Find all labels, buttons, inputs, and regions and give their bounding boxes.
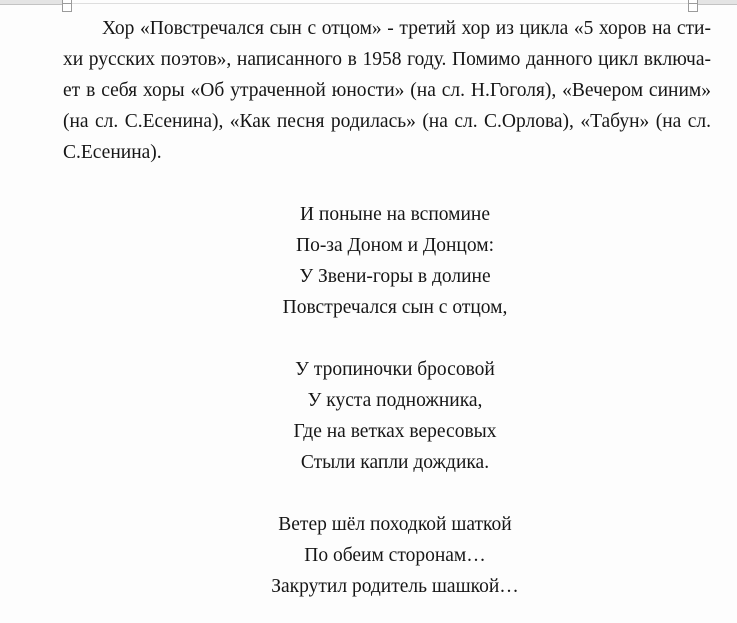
document-page[interactable] [63,13,711,602]
top-border-right [697,0,737,5]
margin-marker-divider [689,3,697,4]
margin-marker-right-icon[interactable] [688,0,698,12]
poem-line: По обеим сторонам… [304,545,486,566]
poem-line: У Звени-горы в долине [299,266,491,287]
poem-line: Повстречался сын с отцом, [282,297,508,318]
poem-stanza-1 [79,199,711,323]
poem-line: По-за Доном и Донцом: [295,235,494,256]
margin-marker-divider [63,3,71,4]
poem-line: И поныне на вспомине [299,204,491,225]
page-top-border [71,3,688,4]
poem-line: Стыли капли дождика. [300,452,490,473]
paragraph-line: С.Есенина). [63,142,162,163]
poem-line: У тропиночки бросовой [295,359,495,380]
poem-line: Где на ветках вересовых [293,421,497,442]
poem-line: Ветер шёл походкой шаткой [278,514,512,535]
poem-stanza-2 [79,354,711,478]
paragraph-line: хи русских поэтов», написанного в 1958 году. Помимо данного цикл включа- [63,49,711,70]
poem-stanza-3 [79,509,711,602]
paragraph-line: Хор «Повстречался сын с отцом» - третий хор из цикла «5 хоров на сти- [102,18,711,39]
poem-line: У куста подножника, [307,390,483,411]
paragraph-line: (на сл. С.Есенина), «Как песня родилась» (на сл. С.Орлова), «Табун» (на сл. [63,111,711,132]
margin-marker-left-icon[interactable] [62,0,72,12]
top-border-left [0,0,62,5]
intro-paragraph [63,13,711,168]
paragraph-line: ет в себя хоры «Об утраченной юности» (на сл. Н.Гоголя), «Вечером синим» [63,80,711,101]
poem-line: Закрутил родитель шашкой… [271,576,519,597]
